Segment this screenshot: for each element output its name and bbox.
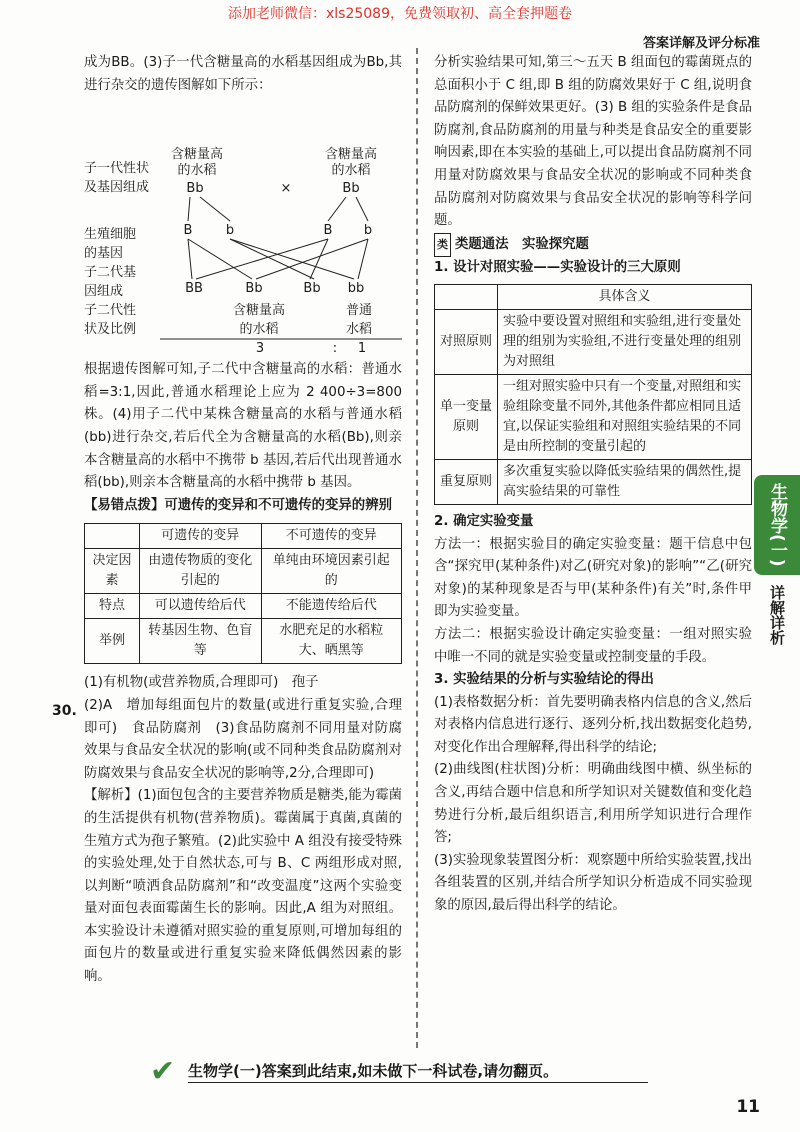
side-subtitle: 详解详析 <box>768 585 786 645</box>
q30-analysis: 【解析】(1)面包包含的主要营养物质是糖类,能为霉菌的生活提供有机物(营养物质)。霉菌属于真菌,真菌的生殖方式为孢子繁殖。(2)此实验中 A 组没有接受特殊的实验处理,处于自然状态,可与 B、C 两组形成对照,以判断“喷洒食品防腐剂”和“改变温度”这两个实验变量对面包表面霉菌生长的影响。因此,A 组为对照组。本实验设计未遵循对照实验的重复原则,可增加每组的面包片的数量或进行重复实验来降低偶然因素的影响。 <box>84 788 402 985</box>
question-number: 30. <box>52 703 77 719</box>
offspring-2: Bb <box>245 281 263 297</box>
table-cell: 特点 <box>85 594 140 619</box>
line-p2-b <box>356 197 368 221</box>
table-cell: 举例 <box>85 619 140 664</box>
table-row <box>435 374 752 459</box>
footer-text: 生物学(一)答案到此结束,如未做下一科试卷,请勿翻页。 <box>188 1062 559 1080</box>
table-row <box>435 309 752 374</box>
tip-title: 【易错点拨】可遗传的变异和不可遗传的变异的辨别 <box>84 497 392 513</box>
q30-answer-1: (1)有机物(或营养物质,合理即可) 孢子 <box>84 675 319 691</box>
line-p2-B <box>328 197 346 221</box>
table-row <box>435 459 752 504</box>
table-cell: 一组对照实验中只有一个变量,对照组和实验组除变量不同外,其他条件都应相同且适宜,以保证实验组和对照组实验结果的不同是由所控制的变量引起的 <box>498 374 752 459</box>
table-cell: 单一变量原则 <box>435 374 498 459</box>
table-row <box>85 594 402 619</box>
line-p1-b <box>200 197 230 221</box>
gamete-4: b <box>363 223 373 239</box>
offspring-3: Bb <box>303 281 321 297</box>
table-cell: 由遗传物质的变化引起的 <box>140 549 262 594</box>
parent2-genotype: Bb <box>342 181 360 197</box>
table-header-cell <box>435 284 498 309</box>
line-p1-B <box>188 197 190 221</box>
table-header-row <box>85 524 402 549</box>
parent1-phenotype: 含糖量高 的水稻 <box>170 147 223 179</box>
right-paragraph-1: 分析实验结果可知,第三～五天 B 组面包的霉菌斑点的总面积小于 C 组,即 B 组的防腐效果好于 C 组,说明食品防腐剂的保鲜效果更好。(3) B 组的实验条件是食品防腐剂,食品防腐剂的用量与种类是食品安全的重要影响因素,即在本实验的基础上,可以提出食品防腐剂不同用量对防腐效果与食品安全状况的影响或不同种类食品防腐剂对防腐效果与食品安全状况的影响等科学问题。 <box>434 55 752 229</box>
table-cell: 多次重复实验以降低实验结果的偶然性,提高实验结果的可靠性 <box>498 459 752 504</box>
label-gen1: 子一代性状 及基因组成 <box>84 161 150 196</box>
left-paragraph-2: 根据遗传图解可知,子二代中含糖量高的水稻：普通水稻=3:1,因此,普通水稻理论上应为 2 400÷3=800 株。(4)用子二代中某株含糖量高的水稻与普通水稻(bb)进行杂交,若后代全为含糖量高的水稻(Bb),则亲本含糖量高的水稻中不携带 b 基因,若后代出现普通水稻(bb),则亲本含糖量高的水稻中携带 b 基因。 <box>84 362 402 491</box>
table-cell: 实验中要设置对照组和实验组,进行变量处理的组别为实验组,不进行变量处理的组别为对照组 <box>498 309 752 374</box>
label-ratio: 子二代性 状及比例 <box>84 303 137 338</box>
s2-method-2: 方法二：根据实验设计确定实验变量：一组对照实验中唯一不同的就是实验变量或控制变量的手段。 <box>434 626 752 665</box>
table-cell: 不能遗传给后代 <box>261 594 401 619</box>
gamete-1: B <box>183 223 193 239</box>
s2-title: 2. 确定实验变量 <box>434 513 534 529</box>
offspring-normal: 普通 水稻 <box>345 303 372 338</box>
ratio-right: 1 <box>357 341 367 357</box>
offspring-4: bb <box>347 281 365 297</box>
right-column <box>434 52 752 918</box>
gamete-2: b <box>225 223 235 239</box>
ratio-separator: : <box>332 341 338 357</box>
principles-table <box>434 284 752 505</box>
table-header-cell: 具体含义 <box>498 284 752 309</box>
table-header-cell: 可遗传的变异 <box>140 524 262 549</box>
s3-title: 3. 实验结果的分析与实验结论的得出 <box>434 672 654 688</box>
table-cell: 重复原则 <box>435 459 498 504</box>
table-row <box>85 619 402 664</box>
cross-symbol: × <box>280 181 292 197</box>
table-cell: 决定因素 <box>85 549 140 594</box>
page-number: 11 <box>736 1097 760 1117</box>
parent2-phenotype: 含糖量高 的水稻 <box>324 147 377 179</box>
s3-item-3: (3)实验现象装置图分析：观察题中所给实验装置,找出各组装置的区别,并结合所学知识分析造成不同实验现象的原因,最后得出科学的结论。 <box>434 852 752 914</box>
table-cell: 转基因生物、色盲等 <box>140 619 262 664</box>
gamete-3: B <box>323 223 333 239</box>
label-gen2: 子二代基 因组成 <box>84 265 137 300</box>
table-header-cell: 不可遗传的变异 <box>261 524 401 549</box>
table-cell: 对照原则 <box>435 309 498 374</box>
s1-title: 1. 设计对照实验——实验设计的三大原则 <box>434 260 681 276</box>
left-paragraph-1: 成为BB。(3)子一代含糖量高的水稻基因组成为Bb,其进行杂交的遗传图解如下所示： <box>84 55 402 93</box>
offspring-high-sugar: 含糖量高 的水稻 <box>232 303 285 338</box>
s3-item-1: (1)表格数据分析：首先要明确表格内信息的含义,然后对表格内信息进行逐行、逐列分析,找出数据变化趋势,对变化作出合理解释,得出科学的结论; <box>434 694 752 755</box>
side-tab: 生物学(一) <box>754 475 800 575</box>
ratio-left: 3 <box>255 341 265 357</box>
q30-answer-2: (2)A 增加每组面包片的数量(或进行重复实验,合理即可) 食品防腐剂 (3)食品防腐剂不同用量对防腐效果与食品安全状况的影响(或不同种类食品防腐剂对防腐效果与食品安全状况的影响等,2分,合理即可) <box>84 697 402 781</box>
s3-item-2: (2)曲线图(柱状图)分析：明确曲线图中横、纵坐标的含义,再结合题中信息和所学知识对关键数值和变化趋势进行分析,最后组织语言,利用所学知识进行合理作答; <box>434 762 752 846</box>
offspring-1: BB <box>185 281 203 297</box>
checkmark-icon: ✔ <box>150 1054 176 1089</box>
watermark-text: 添加老师微信：xls25089，免费领取初、高全套押题卷 <box>227 6 572 22</box>
page-header: 答案详解及评分标准 <box>642 36 760 51</box>
table-cell: 可以遗传给后代 <box>140 594 262 619</box>
column-divider <box>416 48 418 1048</box>
table-header-cell <box>85 524 140 549</box>
variation-table <box>84 523 402 664</box>
s2-method-1: 方法一：根据实验目的确定实验变量：题干信息中包含“探究甲(某种条件)对乙(研究对象)的影响”“乙(研究对象)的某种现象是否与甲(某种条件)有关”时,条件甲即为实验变量。 <box>434 536 752 620</box>
genetic-diagram <box>84 97 402 359</box>
table-cell: 单纯由环境因素引起的 <box>261 549 401 594</box>
section-title: 类 类题通法 实验探究题 <box>434 233 752 258</box>
section-icon: 类 <box>434 233 451 258</box>
table-cell: 水肥充足的水稻粒大、晒黑等 <box>261 619 401 664</box>
left-column <box>84 52 402 989</box>
table-header-row <box>435 284 752 309</box>
label-gametes: 生殖细胞 的基因 <box>84 227 137 262</box>
footer-underline <box>188 1082 648 1083</box>
parent1-genotype: Bb <box>186 181 204 197</box>
table-row <box>85 549 402 594</box>
